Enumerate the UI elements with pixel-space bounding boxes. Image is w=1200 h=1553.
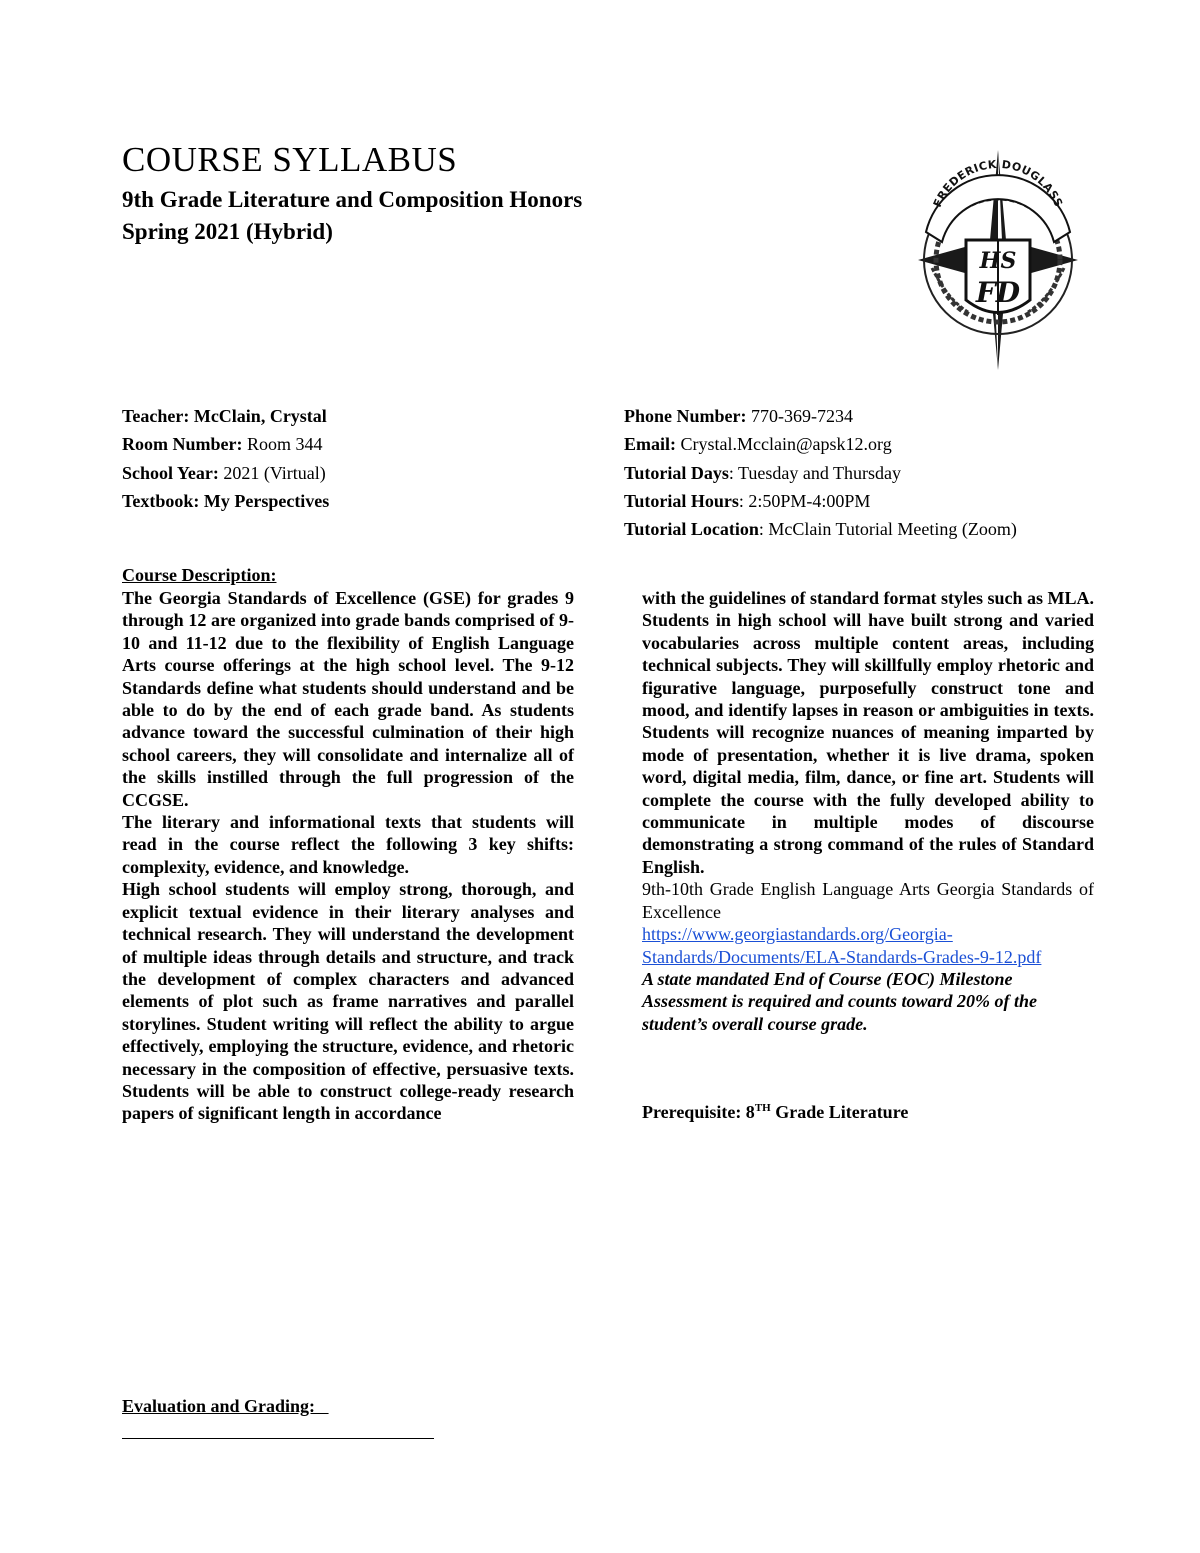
email-label: Email: [624,434,676,455]
prerequisite-label: Prerequisite: 8 [642,1102,755,1122]
tutorial-hours-row [624,487,1017,515]
phone-value: 770-369-7234 [751,406,853,426]
description-paragraph-2: The literary and informational texts that students will read in the course reflect the following 3 key shifts: complexity, evidence, and knowledge. [122,812,574,877]
course-name: 9th Grade Literature and Composition Honors [122,187,583,212]
tutorial-days-value: : Tuesday and Thursday [728,462,902,483]
school-year-row [122,459,329,487]
tutorial-location-label: Tutorial Location [624,519,759,540]
eoc-milestone-note: A state mandated End of Course (EOC) Milestone Assessment is required and counts toward 20% of the student’s overall course grade. [642,968,1038,1034]
standards-link-line-2[interactable]: Standards/Documents/ELA-Standards-Grades-9-12.pdf [642,946,1042,967]
prerequisite-rest: Grade Literature [770,1102,909,1122]
room-value: Room 344 [246,434,323,455]
teacher-info-left [122,402,329,515]
email-value: Crystal.Mcclain@apsk12.org [680,434,892,455]
description-column-left [122,587,574,1125]
prerequisite-superscript: TH [754,1102,771,1114]
crest-arc-text: FREDERICK DOUGLASS [930,157,1066,210]
tutorial-location-row [624,515,1017,543]
evaluation-grading-heading: Evaluation and Grading: [122,1396,329,1416]
prerequisite [642,1102,908,1123]
signature-rule [122,1438,434,1439]
room-row [122,430,329,458]
school-crest-logo [918,150,1078,370]
description-paragraph-3: High school students will employ strong, thorough, and explicit textual evidence in their literary analyses and technical research. They will understand the development of multiple ideas through details and structure, and track the development of complex characters and advanced elements of plot such as frame narratives and parallel storylines. Student writing will reflect the ability to argue effectively, employing the structure, evidence, and rhetoric necessary in the composition of effective, persuasive texts. Students will be able to construct college-ready research papers of significant length in accordance [122,879,574,1124]
standards-link-line-1[interactable]: https://www.georgiastandards.org/Georgia- [642,924,953,945]
room-label: Room Number: [122,434,243,455]
course-description-heading: Course Description: [122,565,277,585]
teacher-value: McClain, Crystal [193,406,327,426]
tutorial-days-label: Tutorial Days [624,462,729,483]
textbook-row [122,487,329,515]
phone-label: Phone Number: [624,406,747,426]
page-title: COURSE SYLLABUS [122,140,458,179]
tutorial-hours-value: : 2:50PM-4:00PM [738,490,871,511]
school-year-label: School Year: [122,462,219,483]
email-row [624,430,1017,458]
teacher-row [122,402,329,430]
crest-initials-bottom: FD [975,276,1021,309]
crest-initials-top: HS [979,248,1017,274]
phone-row [624,402,1017,430]
description-column-right [642,587,1094,1035]
description-paragraph-1: The Georgia Standards of Excellence (GSE) for grades 9 through 12 are organized into grade bands comprised of 9-10 and 11-12 due to the flexibility of English Language Arts course offerings at the high school level. The 9-12 Standards define what students should understand and be able to do by the end of each grade band. As students advance toward the successful culmination of their high school careers, they will consolidate and internalize all of the skills instilled through the full progression of the CCGSE. [122,588,574,810]
school-year-value: 2021 (Virtual) [223,462,326,483]
textbook-value: My Perspectives [203,490,330,511]
teacher-info-right [624,402,1017,543]
standards-reference: 9th-10th Grade English Language Arts Georgia Standards of Excellence [642,879,1094,922]
standards-link[interactable] [642,923,1094,968]
teacher-label: Teacher: [122,406,190,426]
textbook-label: Textbook: [122,490,200,511]
tutorial-days-row [624,459,1017,487]
tutorial-location-value: : McClain Tutorial Meeting (Zoom) [758,519,1017,540]
tutorial-hours-label: Tutorial Hours [624,490,739,511]
course-term: Spring 2021 (Hybrid) [122,219,333,244]
description-paragraph-4: with the guidelines of standard format styles such as MLA. Students in high school will have built strong and varied vocabularies across multiple content areas, including technical subjects. They will skillfully employ rhetoric and figurative language, purposefully construct tone and mood, and identify lapses in reason or ambiguities in texts. Students will recognize nuances of meaning imparted by mode of presentation, whether it is live drama, spoken word, digital media, film, dance, or fine art. Students will complete the course with the fully developed ability to communicate in multiple modes of discourse demonstrating a strong command of the rules of Standard English. [642,588,1095,877]
